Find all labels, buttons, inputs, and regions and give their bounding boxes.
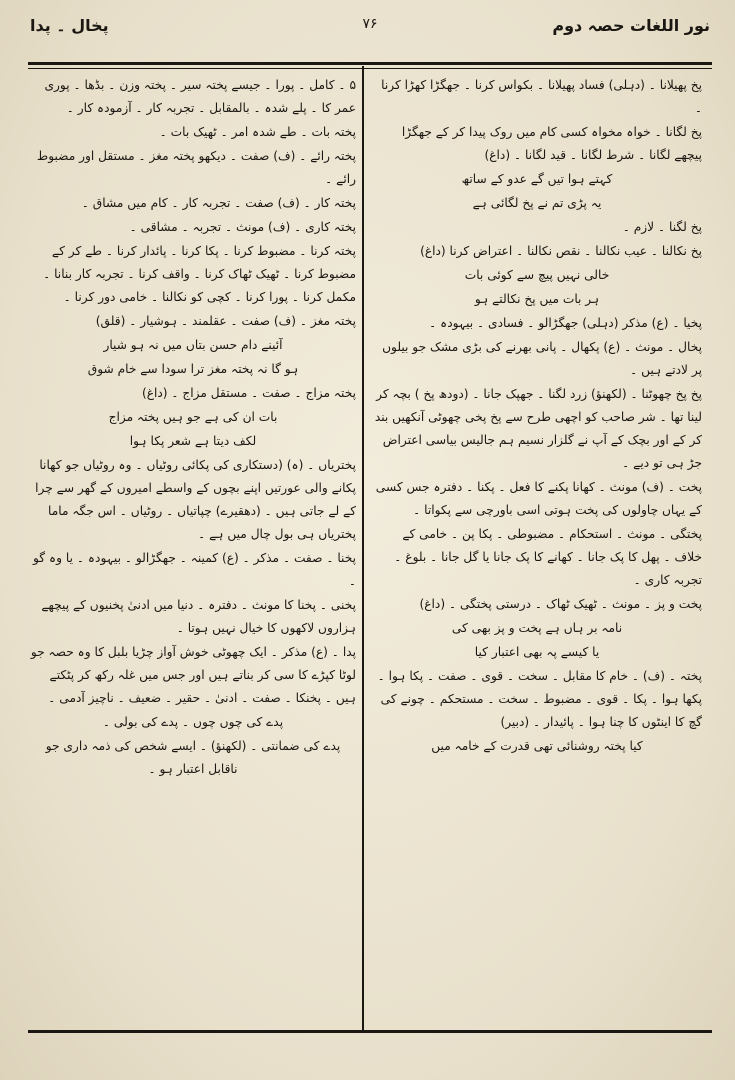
dictionary-entry: پخال ۔ مونث ۔ (ع) پکھال ۔ پانی بھرنے کی بڑی مشک جو بیلوں پر لادتے ہیں ۔ — [382, 340, 702, 377]
verse-line: خالی نہیں پیچ سے کوئی بات — [464, 268, 610, 282]
dictionary-entry: پختہ کرنا ۔ مضبوط کرنا ۔ پکا کرنا ۔ پائدار کرنا ۔ طے کر کے مضبوط کرنا ۔ ٹھیک ٹھاک کرنا ۔ واقف کرنا ۔ تجربہ کار بنانا ۔ مکمل کرنا ۔ پورا کرنا ۔ کچی کو نکالنا ۔ خامی دور کرنا ۔ — [43, 244, 356, 304]
bottom-rule — [28, 1030, 712, 1033]
top-rule — [28, 62, 712, 65]
verse-line: بات ان کی ہے جو ہیں پختہ مزاج — [108, 410, 278, 424]
dictionary-entry: پخ پھیلانا ۔ (دہلی) فساد پھیلانا ۔ بکواس کرنا ۔ جھگڑا کھڑا کرنا ۔ — [381, 78, 702, 115]
verse-line: لکف دیتا ہے شعر پکا ہوا — [129, 434, 257, 448]
dictionary-entry: پختہ مزاج ۔ صفت ۔ مستقل مزاج ۔ (داغ) — [141, 386, 356, 400]
verse-line: پدے کی چوں چوں ۔ پدے کی بولی ۔ — [102, 715, 284, 729]
dictionary-entry: پختہ مغز ۔ (ف) صفت ۔ عقلمند ۔ ہوشیار ۔ (قلق) — [95, 314, 356, 328]
dictionary-entry: پخ لگنا ۔ لازم ۔ — [622, 220, 702, 234]
book-title: نور اللغات حصہ دوم — [552, 16, 710, 35]
verse-line: کہتے ہوا تیں گے عدو کے ساتھ — [461, 172, 613, 186]
dictionary-entry: پخ نکالنا ۔ عیب نکالنا ۔ نقص نکالنا ۔ اعتراض کرنا (داغ) — [420, 244, 702, 258]
verse-line: یہ پڑی تم نے پخ لگائی ہے — [472, 196, 602, 210]
page-header — [30, 8, 710, 44]
column-divider — [362, 66, 364, 1030]
dictionary-entry: پخ پخ چھوٹنا ۔ (لکھنؤ) زرد لگنا ۔ جھپک جانا ۔ (دودھ پخ ) بچہ کر لینا تھا ۔ شر صاحب کو اچھی طرح سے پخ پخی چھوٹی آنکھیں بند کر کے اور بچک کے آپ نے گلزار نسیم ہم جالیس بیاسی اعتراض جڑ ہی تو دیے ۔ — [374, 387, 702, 470]
verse-line: یا کیسے پہ بھی اعتبار کیا — [474, 645, 600, 659]
dictionary-entry: ۵ ۔ کامل ۔ پورا ۔ جیسے پختہ سیر ۔ پختہ وزن ۔ بڈھا ۔ پوری عمر کا ۔ پلے شدہ ۔ بالمقابل ۔ تجربہ کار ۔ آزمودہ کار ۔ — [44, 78, 356, 115]
top-rule-thin — [28, 68, 712, 69]
verse-line: آئینے دام حسن بتاں میں نہ ہو شیار — [103, 338, 283, 352]
dictionary-entry: پختریاں ۔ (ہ) (دستکاری کی پکائی روٹیاں ۔ وہ روٹیاں جو کھانا پکانے والی عورتیں اپنے بچوں کے واسطے امیروں کے گھر سے چرا کے لے جاتی ہیں ۔ (دھقیرے) چپاتیاں ۔ روٹیاں ۔ اس جگہ ماما پختریاں ہی بول چال میں ہے ۔ — [35, 458, 356, 541]
verse-line: پدے کی ضمانتی ۔ (لکھنؤ) ۔ ایسے شخص کی ذمہ داری جو ناقابل اعتبار ہو ۔ — [45, 739, 341, 776]
dictionary-entry: پخت ۔ (ف) مونث ۔ کھانا پکنے کا فعل ۔ پکنا ۔ دفترہ جس کسی کے یہاں چاولوں کی پخت ہوتی اسی باورچی سے پکواتا ۔ — [375, 480, 702, 517]
dictionary-entry: پخنا ۔ صفت ۔ مذکر ۔ (ع) کمینہ ۔ جھگڑالو ۔ بیہودہ ۔ یا وہ گو ۔ — [33, 551, 356, 588]
dictionary-entry: پخنی ۔ پخنا کا مونث ۔ دفترہ ۔ دنیا میں ادنیٰ پخنیوں کے پیچھے ہزاروں لاکھوں کا خیال نہیں ہوتا ۔ — [41, 598, 356, 635]
running-headword: پخال ۔ پدا — [30, 16, 109, 35]
verse-line: ہو گا نہ پختہ مغز ترا سودا سے خام شوق — [87, 362, 299, 376]
dictionary-entry: پختہ بات ۔ طے شدہ امر ۔ ٹھیک بات ۔ — [159, 125, 356, 139]
dictionary-entry: پختہ کاری ۔ (ف) مونث ۔ تجربہ ۔ مشاقی ۔ — [129, 220, 356, 234]
verse-line: نامہ بر ہاں ہے پخت و پز بھی کی — [451, 621, 623, 635]
dictionary-entry: پختہ کار ۔ (ف) صفت ۔ تجربہ کار ۔ کام میں مشاق ۔ — [81, 196, 356, 210]
left-column — [30, 74, 356, 1026]
dictionary-entry: پخیا ۔ (ع) مذکر (دہلی) جھگڑالو ۔ فسادی ۔ بیہودہ ۔ — [429, 316, 702, 330]
dictionary-entry: پدا ۔ (ع) مذکر ۔ ایک چھوٹی خوش آواز چڑیا بلبل کا وہ حصہ جو لوٹا کپڑے کا سی کر بناتے ہیں اور جس میں غلہ رکھ کر پٹکتے ہیں ۔ پخنکا ۔ صفت ۔ ادنیٰ ۔ حقیر ۔ ضعیف ۔ ناچیز آدمی ۔ — [30, 645, 356, 705]
dictionary-entry: پخ لگانا ۔ خواہ مخواہ کسی کام میں روک پیدا کر کے جھگڑا پیچھے لگانا ۔ شرط لگانا ۔ قید لگانا ۔ (داغ) — [401, 125, 702, 162]
page-number: ۷۶ — [362, 16, 378, 32]
dictionary-entry: پختگی ۔ مونث ۔ استحکام ۔ مضبوطی ۔ پکا پن ۔ خامی کے خلاف ۔ پھل کا پک جانا ۔ کھانے کا پک جانا یا گل جانا ۔ بلوغ ۔ تجربہ کاری ۔ — [394, 527, 702, 587]
dictionary-entry: پختہ ۔ (ف) ۔ خام کا مقابل ۔ سخت ۔ قوی ۔ صفت ۔ پکا ہوا ۔ پکھا ہوا ۔ پکا ۔ قوی ۔ مضبوط ۔ سخت ۔ مستحکم ۔ چونے کی گچ کا اینٹوں کا چنا ہوا ۔ پائیدار ۔ (دبیر) — [377, 669, 702, 729]
verse-line: کیا پختہ روشنائی تھی قدرت کے خامہ میں — [431, 739, 643, 753]
dictionary-entry: پخت و پز ۔ مونث ۔ ٹھیک ٹھاک ۔ درستی پختگی ۔ (داغ) — [419, 597, 702, 611]
verse-line: ہر بات میں پخ نکالتے ہو — [474, 292, 600, 306]
dictionary-entry: پختہ رائے ۔ (ف) صفت ۔ دیکھو پختہ مغز ۔ مستقل اور مضبوط رائے ۔ — [36, 149, 356, 186]
right-column — [372, 74, 702, 1026]
